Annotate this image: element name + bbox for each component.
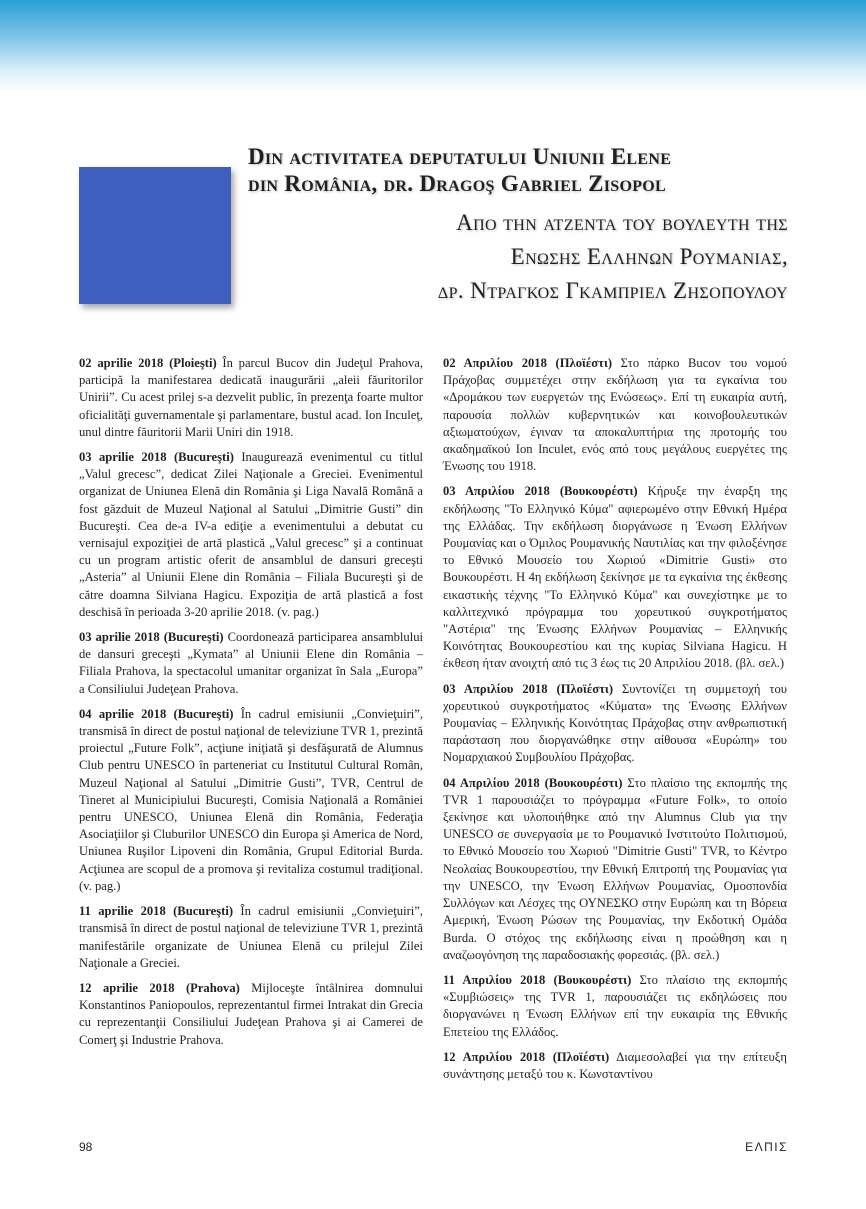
title-gr-line1: Απο την ατζεντα του βουλευτη της <box>456 210 788 235</box>
entry-text: Διαμεσολαβεί για την επίτευξη συνάντησης μεταξύ του κ. Κωνσταντίνου <box>443 1049 787 1081</box>
magazine-name: ΕΛΠΙΣ <box>745 1140 788 1154</box>
decorative-blue-square <box>79 167 231 304</box>
title-greek <box>228 206 788 308</box>
entry-paragraph <box>79 980 423 1049</box>
entry-date: 11 aprilie 2018 (Bucureşti) <box>79 904 234 919</box>
entry-paragraph <box>443 1049 787 1083</box>
entry-date: 02 aprilie 2018 (Ploieşti) <box>79 356 217 370</box>
entry-text: În cadrul emisiunii „Convieţuiri”, transmisă în direct de postul naţional de televiziune TVR 1, prezintă manifestările organizate de Uniunea Elenă cu prilejul Zilei Naţionale a Greciei. <box>79 904 423 970</box>
entry-text: În cadrul emisiunii „Convieţuiri”, transmisă în direct de postul naţional de televiziune TVR 1, prezintă proiectul „Future Folk”, acţiune iniţiată şi desfăşurată de Alumnus Club pentru UNESCO în parteneriat cu Institutul Cultural Român, Muzeul Naţional al Satului „Dimitrie Gusti”, TVR, Centrul de Tineret al Municipiului Bucureşti, Comisia Naţională a României pentru UNESCO, Uniunea Elenă din România, Federaţia Asociaţiilor şi Cluburilor UNESCO din Europa şi America de Nord, Uniunea Ruşilor Lipoveni din România, Grupul Editorial Burda. Acţiunea are scopul de a promova şi revitaliza costumul tradiţional. (v. pag.) <box>79 706 423 893</box>
entry-text: Κήρυξε την έναρξη της εκδήλωσης "Το Ελληνικό Κύμα" αφιερωμένο στην Εθνική Ημέρα της Ελλάδας. Την εκδήλωση διοργάνωσε η Ένωση Ελλήνων Ρουμανίας και ο Όμιλος Ρουμανικής Ναυτιλίας και την φιλοξένησε το Εθνικό Μουσείο του Χωριού «Dimitrie Gusti» στο Βουκουρέστι. Η 4η εκδήλωση ξεκίνησε με τα εγκαίνια της έκθεσης εικαστικής τέχνης "Το Ελληνικό Κύμα" και συνεχίστηκε με το καλλιτεχνικό πρόγραμμα του χορευτικού συγκροτήματος "Αστέρια" της Ένωσης Ελλήνων Ρουμανίας – Ελληνικής Κοινότητας Βουκουρεστίου και της κυρίας Silviana Hagicu. Η έκθεση ήταν ανοιχτή από τις 3 έως τις 20 Απριλίου 2018. (βλ. σελ.) <box>443 484 787 671</box>
entry-date: 11 Απριλίου 2018 (Βουκουρέστι) <box>443 972 632 987</box>
title-gr-line2: Ενωσης Ελληνων Ρουμανιας, <box>510 244 788 269</box>
entry-date: 04 Απριλίου 2018 (Βουκουρέστι) <box>443 775 623 790</box>
entry-paragraph <box>443 775 787 964</box>
entry-date: 03 Απριλίου 2018 (Πλοϊέστι) <box>443 681 614 696</box>
entry-date: 12 aprilie 2018 (Prahova) <box>79 980 240 995</box>
entry-date: 02 Απριλίου 2018 (Πλοϊέστι) <box>443 356 613 370</box>
entry-date: 03 Απριλίου 2018 (Βουκουρέστι) <box>443 484 638 499</box>
entry-paragraph <box>79 629 423 698</box>
left-column-romanian <box>79 355 423 1057</box>
title-ro-line2: din România, dr. Dragoş Gabriel Zisopol <box>248 171 666 196</box>
header-gradient-band <box>0 0 866 92</box>
entry-paragraph <box>79 706 423 895</box>
entry-paragraph <box>443 681 787 767</box>
entry-text: Συντονίζει τη συμμετοχή του χορευτικού συγκροτήματος «Κύματα» της Ένωσης Ελλήνων Ρουμανίας – Ελληνικής Κοινότητας Πράχοβας στην ανθρωπιστική παράσταση που διοργανώθηκε στην αίθουσα «Ευρώπη» του Νομαρχιακού Συμβουλίου Πράχοβας. <box>443 681 787 765</box>
entry-text: Στο πλαίσιο της εκπομπής «Συμβιώσεις» της TVR 1, παρουσιάζει τις εκδηλώσεις που διοργανώνει η Ένωση Ελλήνων επί την ευκαιρία της Εθνικής Επετείου της Ελλάδος. <box>443 972 787 1039</box>
entry-paragraph <box>79 355 423 441</box>
entry-text: Mijloceşte întâlnirea domnului Konstantinos Paniopoulos, reprezentantul firmei Intrakat din Grecia cu reprezentanţii Consiliului Judeţean Prahova şi ai Camerei de Comerţ şi Industrie Prahova. <box>79 980 423 1047</box>
entry-text: Στο πάρκο Bucov του νομού Πράχοβας συμμετέχει στην εκδήλωση για τα εγκαίνια του «Δρομάκου των ευεργετών της Ενώσεως». Επί τη ευκαιρία αυτή, παρουσία πολλών κυβερνητικών και κοινοβουλευτικών αξιωματούχων, έγιναν τα αποκαλυπτήρια της προτομής του ακαδημαϊκού Ion Inculet, ενός από τους μεγάλους ευεργέτες της Ένωσης του 1918. <box>443 356 787 474</box>
entry-paragraph <box>443 483 787 672</box>
entry-text: Coordonează participarea ansamblului de dansuri greceşti „Kymata” al Uniunii Elene din România – Filiala Prahova, la spectacolul umanitar organizat în Sala „Europa” a Consiliului Judeţean Prahova. <box>79 630 424 696</box>
right-column-greek <box>443 355 787 1091</box>
entry-text: Inaugurează evenimentul cu titlul „Valul grecesc”, dedicat Zilei Naţionale a Greciei. Evenimentul organizat de Uniunea Elenă din România şi Liga Navală Română a fost găzduit de Muzeul Naţional al Satului „Dimitrie Gusti” din Bucureşti. Cea de-a IV-a ediţie a evenimentului a debutat cu vernisajul expoziţiei de artă plastică „Valul grecesc” şi a continuat cu un program artistic oferit de ansamblul de dansuri greceşti „Asteria” al Uniunii Elene din România – Filiala Bucureşti şi de către doamna Silviana Hagicu. Expoziţia de artă plastică a fost deschisă în perioada 3-20 aprilie 2018. (v. pag.) <box>79 450 424 619</box>
title-ro-line1: Din activitatea deputatului Uniunii Elene <box>248 144 672 169</box>
entry-date: 03 aprilie 2018 (Bucureşti) <box>79 450 234 465</box>
entry-text: Στο πλαίσιο της εκπομπής της TVR 1 παρουσιάζει το πρόγραμμα «Future Folk», το οποίο ξεκίνησε και υλοποιήθηκε από την Alumnus Club για την UNESCO σε συνεργασία με το Ρουμανικό Ινστιτούτο Πολιτισμού, το Εθνικό Μουσείο του Χωριού "Dimitrie Gusti" TVR, το Κέντρο Νεολαίας Βουκουρεστίου, την Εθνική Επιτροπή της Ρουμανίας για την UNESCO, την Ένωση Ελλήνων Ρουμανίας, Ομοσπονδία Συλλόγων και Λέσχες της ΟΥΝΕΣΚΟ στην Ευρώπη και τη Βόρεια Αμερική, Ένωση Ρώσων της Ρουμανίας, την Εκδοτική Ομάδα Burda. Ο στόχος της εκδήλωσης είναι η προώθηση και η αναζωογόνηση της παραδοσιακής φορεσιάς. (βλ. σελ.) <box>443 775 788 962</box>
entry-date: 12 Απριλίου 2018 (Πλοϊέστι) <box>443 1049 610 1064</box>
page-number: 98 <box>79 1140 93 1154</box>
entry-paragraph <box>79 903 423 972</box>
entry-paragraph <box>79 449 423 621</box>
title-gr-line3: δρ. Ντραγκος Γκαμπριελ Ζησοπουλου <box>437 278 788 303</box>
entry-paragraph <box>443 972 787 1041</box>
entry-paragraph <box>443 355 787 475</box>
entry-date: 04 aprilie 2018 (Bucureşti) <box>79 706 234 721</box>
entry-date: 03 aprilie 2018 (Bucureşti) <box>79 630 224 645</box>
entry-text: În parcul Bucov din Judeţul Prahova, participă la manifestarea dedicată inaugurării „aleii făuritorilor Unirii”. Cu acest prilej s-a dezvelit public, în prezenţa foarte multor oficialităţi guvernamentale şi parlamentare, bustul acad. Ion Inculeţ, unul dintre făuritorii Marii Uniri din 1918. <box>79 356 423 439</box>
title-romanian <box>248 143 808 197</box>
